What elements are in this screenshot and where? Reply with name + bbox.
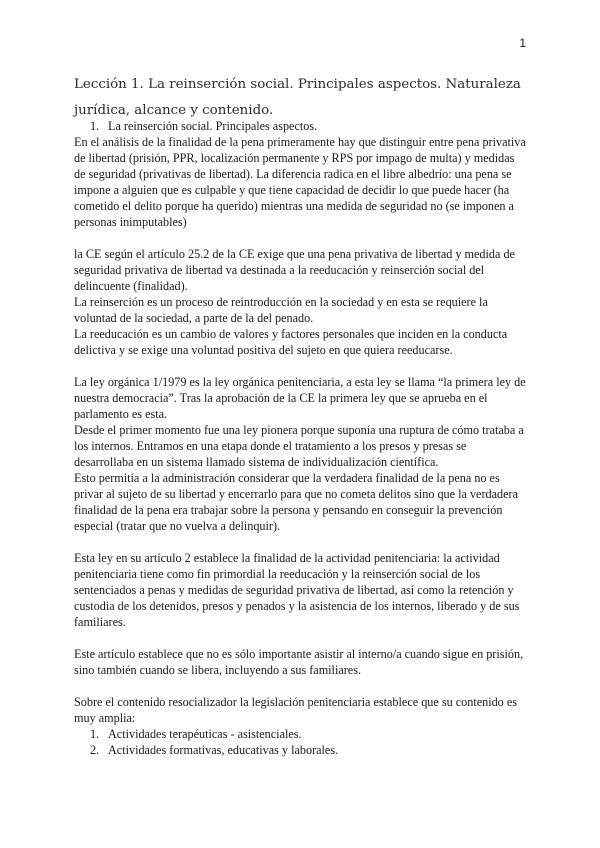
list-item bbox=[74, 118, 526, 134]
page-number: 1 bbox=[519, 36, 526, 50]
paragraph: En el análisis de la finalidad de la pena primeramente hay que distinguir entre pena privativa de libertad (prisión, PPR, localización permanente y RPS por impago de multa) y medidas de seguridad (privativas de libertad). La diferencia radica en el libre albedrío: una pena se impone a alguien que es culpable y que tiene capacidad de decidir lo que puede hacer (ha cometido el delito porque ha querido) mientras una medida de seguridad no (se imponen a personas inimputables) bbox=[74, 135, 526, 229]
paragraph: Desde el primer momento fue una ley pionera porque suponía una ruptura de cómo trataba a los internos. Entramos en una etapa donde el tratamiento a los presos y presas se desarrollaba en un sistema llamado sistema de individualización científica. bbox=[74, 423, 524, 469]
list-item-number: 2. bbox=[90, 743, 100, 757]
paragraph: Esto permitía a la administración considerar que la verdadera finalidad de la pena no es privar al sujeto de su libertad y encerrarlo para que no cometa delitos sino que la verdadera finalidad de la pena era trabajar sobre la persona y pensando en conseguir la prevención especial (tratar que no vuelva a delinquir). bbox=[74, 471, 518, 533]
paragraph: La reeducación es un cambio de valores y factores personales que inciden en la conducta delictiva y se exige una voluntad positiva del sujeto en que quiera reeducarse. bbox=[74, 327, 508, 357]
paragraph: La ley orgánica 1/1979 es la ley orgánica penitenciaria, a esta ley se llama “la primera ley de nuestra democracia”. Tras la aprobación de la CE la primera ley que se aprueba en el parlamento es esta. bbox=[74, 375, 526, 421]
document-body bbox=[74, 118, 526, 758]
list-item-number: 1. bbox=[90, 119, 100, 133]
list-item bbox=[74, 726, 526, 742]
paragraph: Sobre el contenido resocializador la legislación penitenciaria establece que su contenido es muy amplia: bbox=[74, 695, 517, 725]
lesson-title: Lección 1. La reinserción social. Principales aspectos. Naturaleza jurídica, alcance y contenido. bbox=[74, 77, 521, 118]
activities-list bbox=[74, 726, 526, 758]
paragraph: La reinserción es un proceso de reintroducción en la sociedad y en esta se requiere la voluntad de la sociedad, a parte de la del penado. bbox=[74, 295, 488, 325]
list-item-text: Actividades terapéuticas - asistenciales. bbox=[108, 727, 302, 741]
paragraph: Este artículo establece que no es sólo importante asistir al interno/a cuando sigue en prisión, sino también cuando se libera, incluyendo a sus familiares. bbox=[74, 647, 524, 677]
paragraph: Esta ley en su artículo 2 establece la finalidad de la actividad penitenciaria: la actividad penitenciaria tiene como fin primordial la reeducación y la reinserción social de los sentenciados a penas y medidas de seguridad privativa de libertad, así como la retención y custodia de los detenidos, presos y penados y la asistencia de los internos, liberado y de sus familiares. bbox=[74, 551, 520, 629]
list-item-number: 1. bbox=[90, 727, 100, 741]
section-list bbox=[74, 118, 526, 134]
list-item-text: Actividades formativas, educativas y laborales. bbox=[108, 743, 339, 757]
list-item bbox=[74, 742, 526, 758]
list-item-text: La reinserción social. Principales aspectos. bbox=[108, 119, 318, 133]
paragraph: la CE según el artículo 25.2 de la CE exige que una pena privativa de libertad y medida de seguridad privativa de libertad va destinada a la reeducación y reinserción social del delincuente (finalidad). bbox=[74, 247, 515, 293]
